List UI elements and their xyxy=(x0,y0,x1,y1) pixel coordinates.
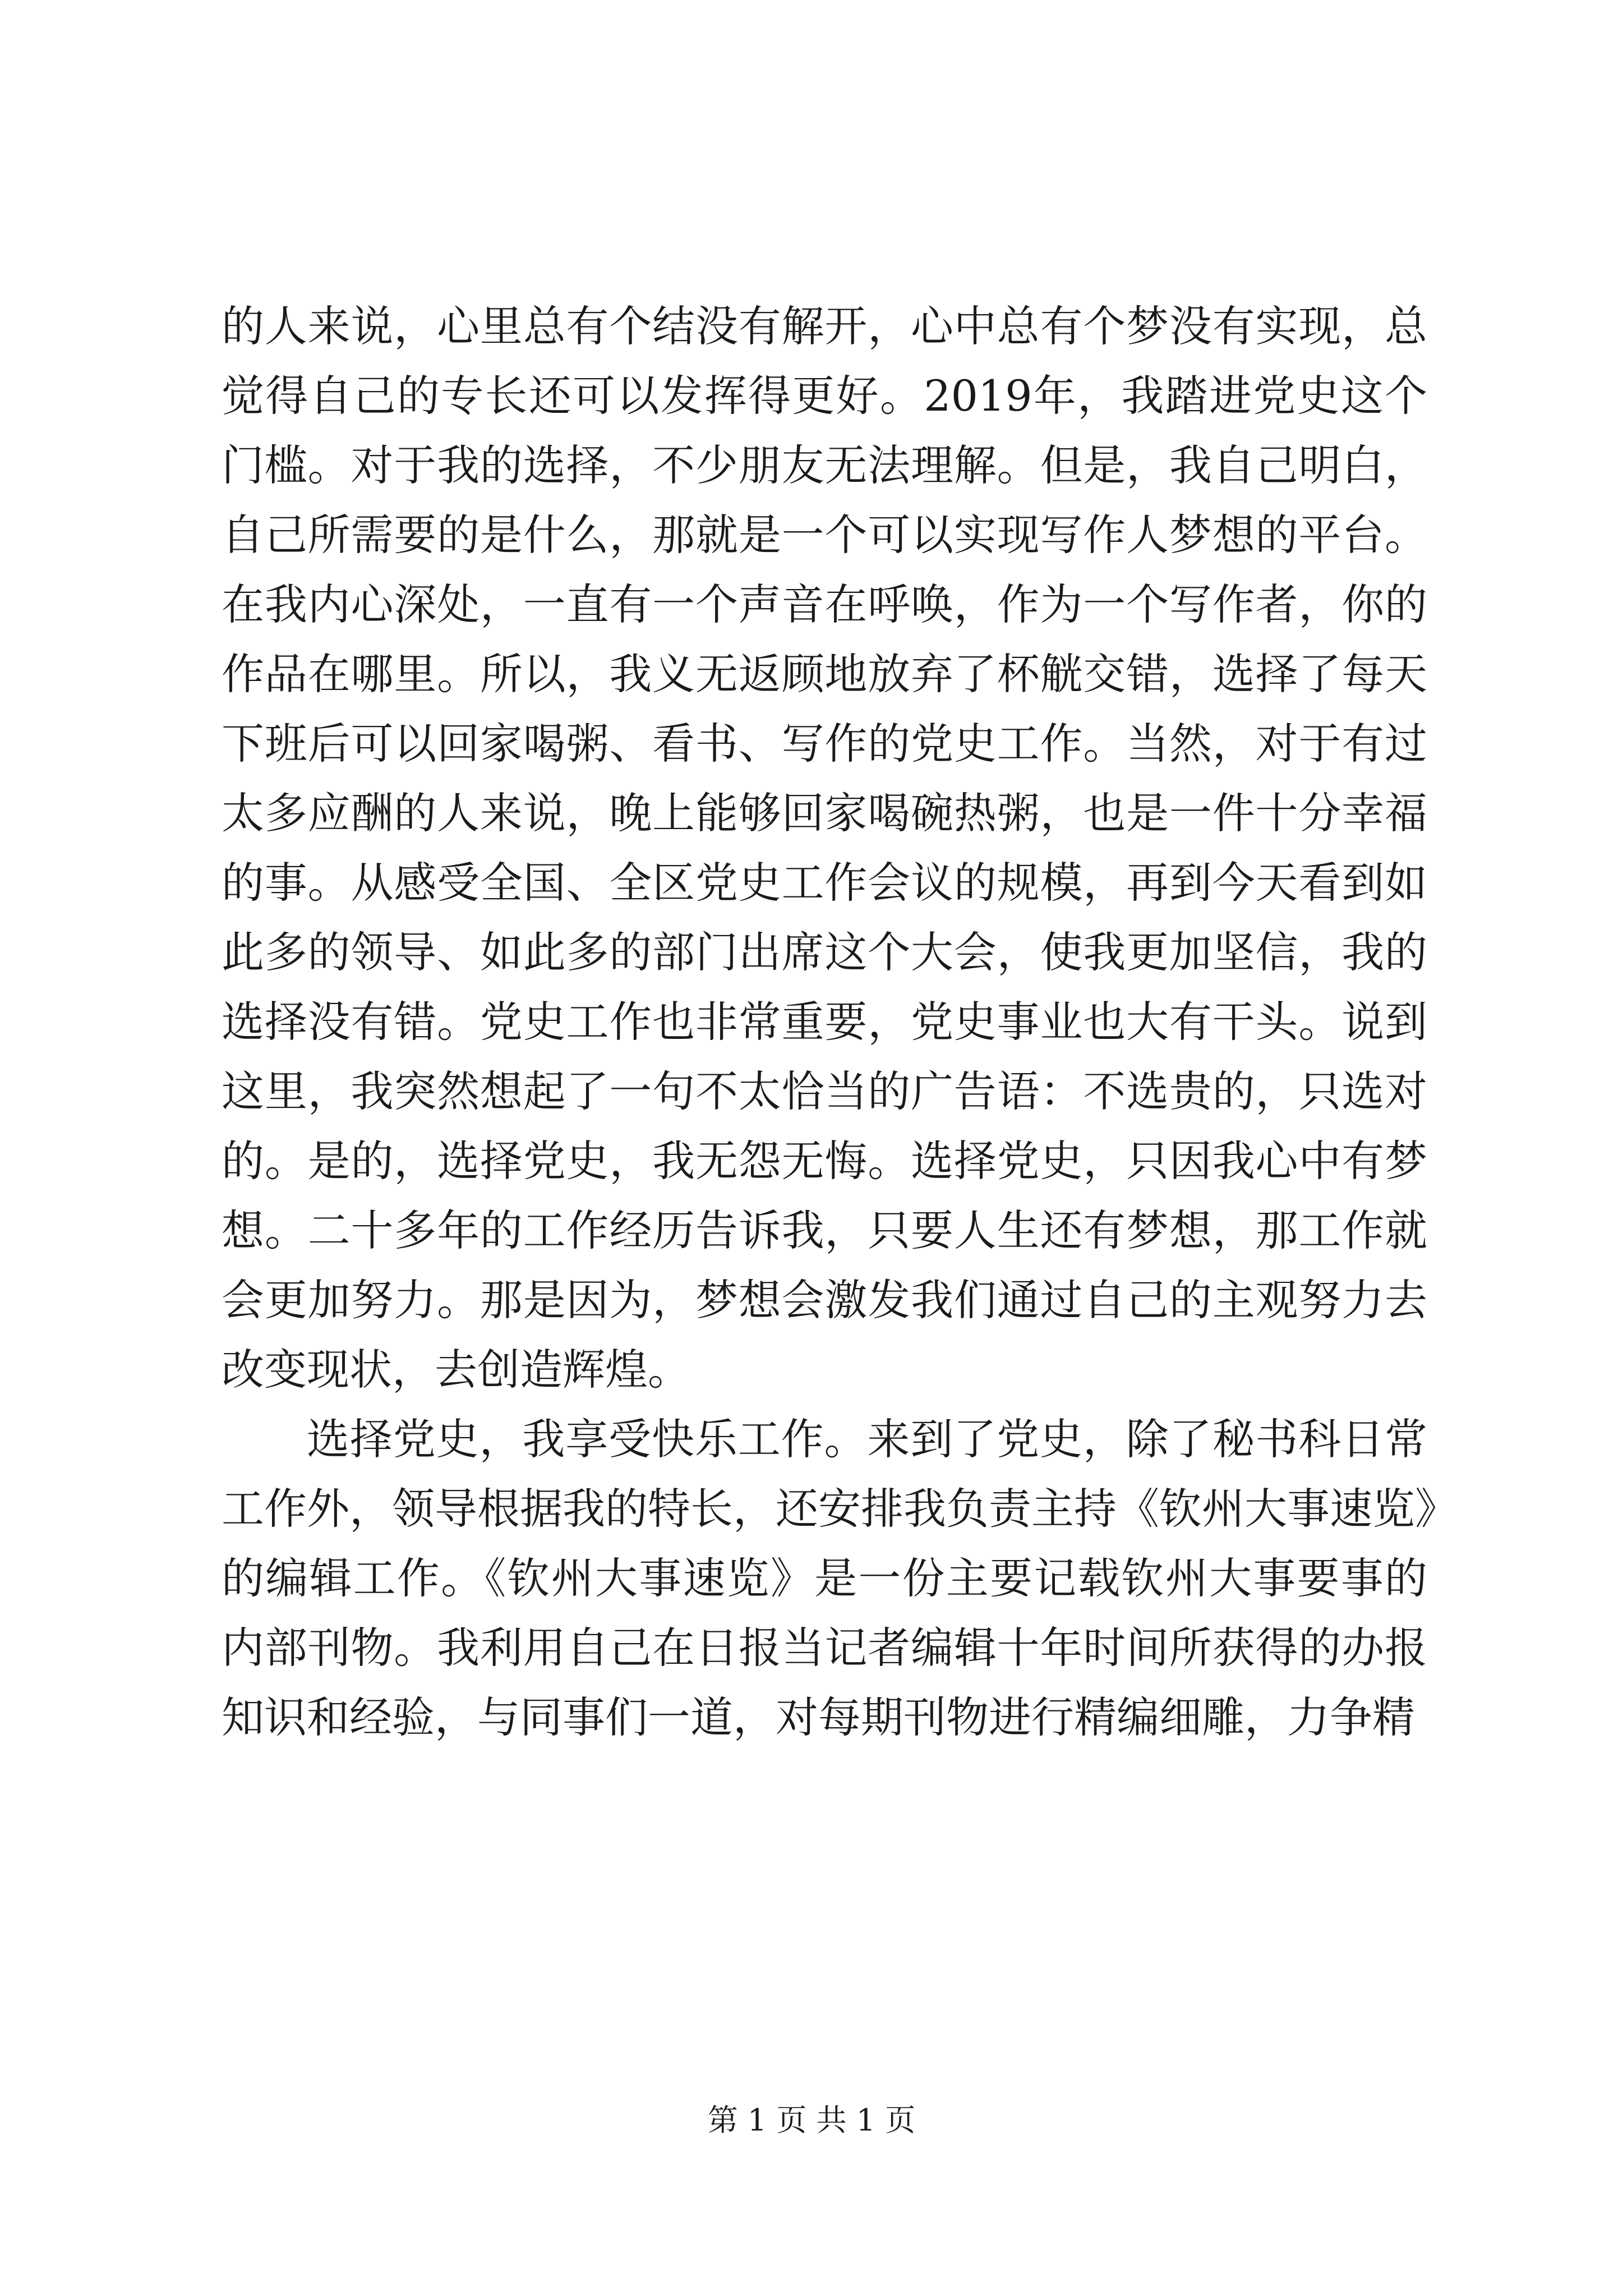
text-line: 工作外，领导根据我的特长，还安排我负责主持《钦州大事速览》 xyxy=(222,1484,1458,1534)
text-line: 内部刊物。我利用自己在日报当记者编辑十年时间所获得的办报 xyxy=(222,1623,1427,1673)
text-line: 觉得自己的专长还可以发挥得更好。2019年，我踏进党史这个 xyxy=(222,371,1427,421)
text-line: 这里，我突然想起了一句不太恰当的广告语：不选贵的，只选对 xyxy=(222,1066,1427,1116)
text-line: 改变现状，去创造辉煌。 xyxy=(222,1345,690,1395)
text-line: 的事。从感受全国、全区党史工作会议的规模，再到今天看到如 xyxy=(222,858,1427,908)
text-line: 想。二十多年的工作经历告诉我，只要人生还有梦想，那工作就 xyxy=(222,1205,1427,1255)
text-line: 此多的领导、如此多的部门出席这个大会，使我更加坚信，我的 xyxy=(222,927,1427,977)
text-line: 的人来说，心里总有个结没有解开，心中总有个梦没有实现，总 xyxy=(222,301,1427,351)
text-line: 作品在哪里。所以，我义无返顾地放弃了杯觥交错，选择了每天 xyxy=(222,649,1427,699)
text-line: 的编辑工作。《钦州大事速览》是一份主要记载钦州大事要事的 xyxy=(222,1553,1427,1603)
text-line: 太多应酬的人来说，晚上能够回家喝碗热粥，也是一件十分幸福 xyxy=(222,788,1427,838)
text-line: 选择没有错。党史工作也非常重要，党史事业也大有干头。说到 xyxy=(222,997,1427,1047)
text-line: 门槛。对于我的选择，不少朋友无法理解。但是，我自己明白， xyxy=(222,440,1427,490)
text-line: 选择党史，我享受快乐工作。来到了党史，除了秘书科日常 xyxy=(307,1414,1427,1464)
text-line: 在我内心深处，一直有一个声音在呼唤，作为一个写作者，你的 xyxy=(222,579,1427,629)
text-line: 的。是的，选择党史，我无怨无悔。选择党史，只因我心中有梦 xyxy=(222,1136,1427,1186)
body-text xyxy=(222,292,1458,1752)
text-line: 自己所需要的是什么，那就是一个可以实现写作人梦想的平台。 xyxy=(222,510,1427,560)
text-line: 会更加努力。那是因为，梦想会激发我们通过自己的主观努力去 xyxy=(222,1275,1427,1325)
text-line: 知识和经验，与同事们一道，对每期刊物进行精编细雕，力争精 xyxy=(222,1692,1415,1742)
text-line: 下班后可以回家喝粥、看书、写作的党史工作。当然，对于有过 xyxy=(222,719,1427,769)
page-footer: 第 1 页 共 1 页 xyxy=(707,2102,916,2138)
